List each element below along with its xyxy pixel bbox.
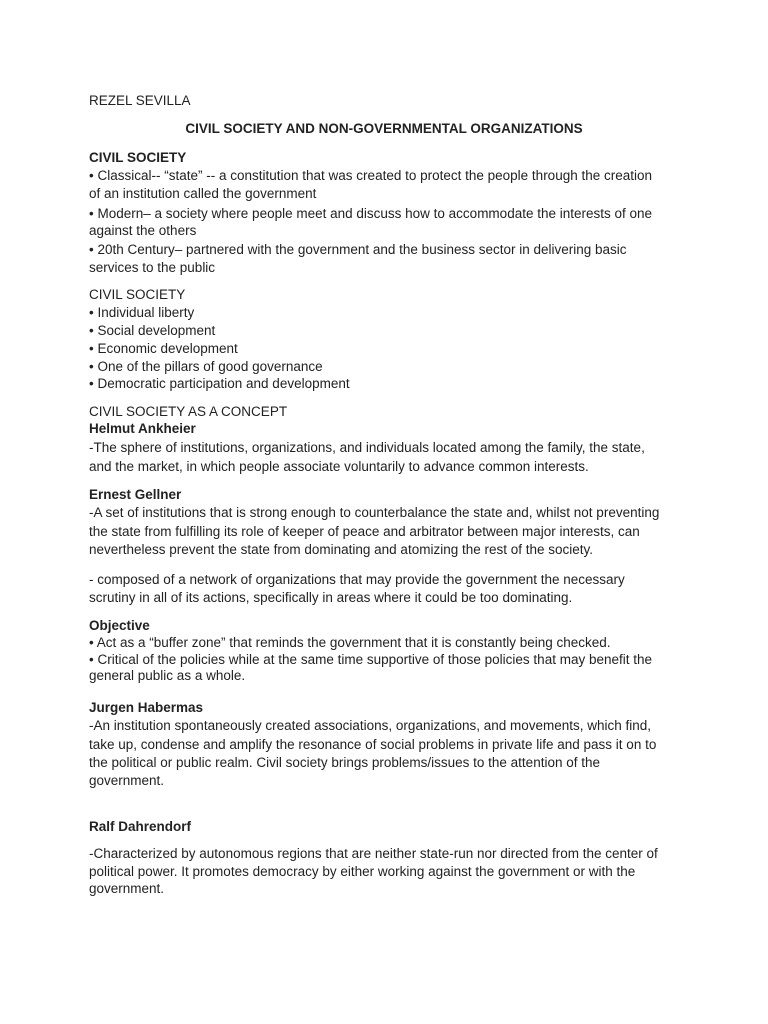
text-line: nevertheless prevent the state from dominating and atomizing the rest of the society. [89, 542, 594, 557]
text-line: - composed of a network of organizations that may provide the government the necessary [89, 572, 625, 587]
list-item: • One of the pillars of good governance [89, 359, 323, 374]
text-line: -The sphere of institutions, organizations, and individuals located among the family, the state, [89, 440, 645, 455]
text-line: -A set of institutions that is strong enough to counterbalance the state and, whilst not preventing [89, 505, 660, 520]
text-line: the state from fulfilling its role of keeper of peace and arbitrator between major interests, can [89, 524, 640, 539]
text-line: -An institution spontaneously created associations, organizations, and movements, which find, [89, 718, 652, 733]
text-line: scrutiny in all of its actions, specifically in areas where it could be too dominating. [89, 590, 573, 605]
heading-objective: Objective [89, 618, 150, 633]
document-title: CIVIL SOCIETY AND NON-GOVERNMENTAL ORGANIZATIONS [185, 121, 583, 136]
text-line: and the market, in which people associate voluntarily to advance common interests. [89, 459, 589, 474]
list-item: • Act as a “buffer zone” that reminds the government that it is constantly being checked. [89, 635, 611, 650]
author-heading-habermas: Jurgen Habermas [89, 700, 204, 715]
list-item: • Democratic participation and development [89, 376, 350, 391]
text-line: government. [89, 881, 165, 896]
list-item: • Individual liberty [89, 305, 195, 320]
text-line: of an institution called the government [89, 186, 317, 201]
author-heading-gellner: Ernest Gellner [89, 487, 182, 502]
text-line: government. [89, 773, 165, 788]
text-line: the political or public realm. Civil society brings problems/issues to the attention of the [89, 755, 600, 770]
text-line: • Modern– a society where people meet and discuss how to accommodate the interests of one [89, 206, 653, 221]
author-heading-ankheier: Helmut Ankheier [89, 421, 196, 436]
text-line: general public as a whole. [89, 668, 246, 683]
text-line: -Characterized by autonomous regions that are neither state-run nor directed from the center of [89, 846, 658, 861]
section-heading-civil-society-list: CIVIL SOCIETY [89, 287, 186, 302]
text-line: • 20th Century– partnered with the government and the business sector in delivering basic [89, 242, 627, 257]
author-name: REZEL SEVILLA [89, 93, 191, 108]
text-line: political power. It promotes democracy by either working against the government or with the [89, 864, 636, 879]
author-heading-dahrendorf: Ralf Dahrendorf [89, 819, 192, 834]
section-heading-concept: CIVIL SOCIETY AS A CONCEPT [89, 404, 288, 419]
list-item: • Economic development [89, 341, 238, 356]
text-line: take up, condense and amplify the resonance of social problems in private life and pass it on to [89, 737, 657, 752]
list-item: • Critical of the policies while at the same time supportive of those policies that may benefit the [89, 652, 653, 667]
text-line: services to the public [89, 260, 216, 275]
list-item: • Social development [89, 323, 216, 338]
text-line: • Classical-- “state” -- a constitution that was created to protect the people through the creation [89, 168, 653, 183]
section-heading-civil-society: CIVIL SOCIETY [89, 150, 187, 165]
text-line: against the others [89, 223, 197, 238]
